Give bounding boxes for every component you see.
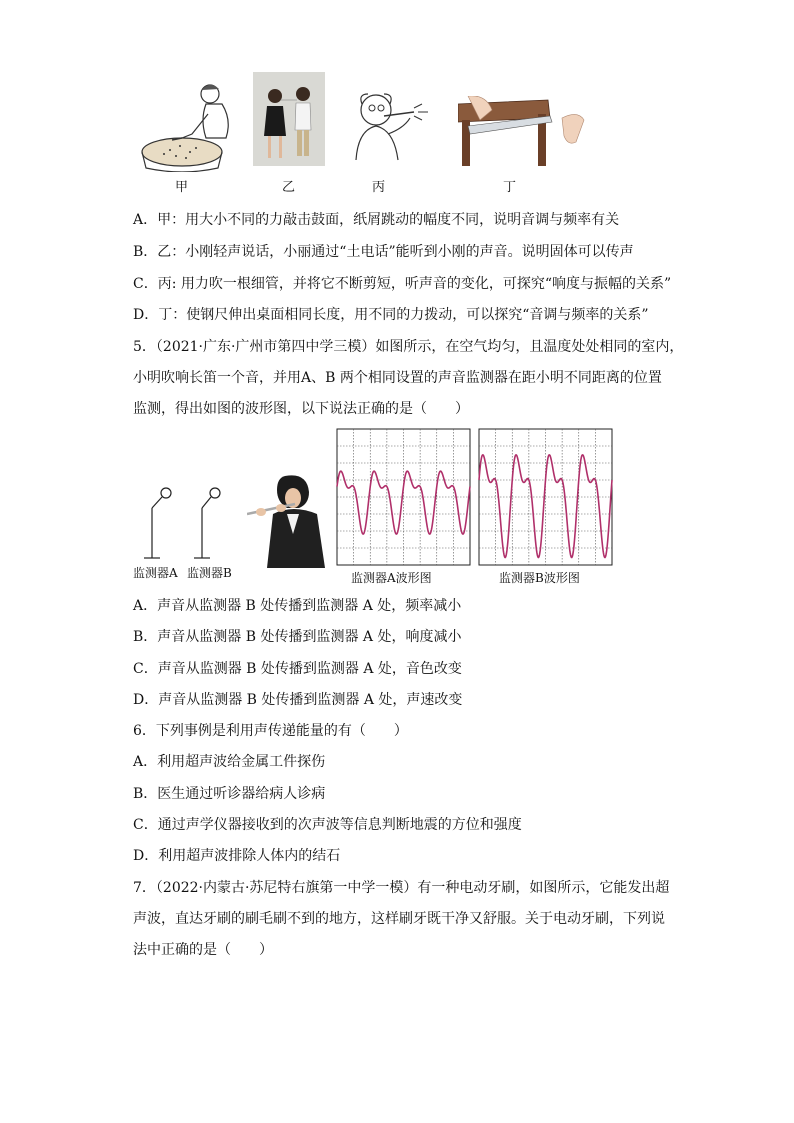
q5-option-a: A．声音从监测器 B 处传播到监测器 A 处，频率减小 <box>133 598 462 614</box>
caption-yi: 乙 <box>282 180 296 195</box>
caption-jia: 甲 <box>175 180 189 195</box>
waveform-b-caption: 监测器B波形图 <box>499 571 580 585</box>
q5-stem-line-2: 小明吹响长笛一个音，并用A、B 两个相同设置的声音监测器在距小明不同距离的位置 <box>133 370 662 386</box>
q5-option-d: D．声音从监测器 B 处传播到监测器 A 处，声速改变 <box>133 692 463 708</box>
caption-ding: 丁 <box>503 180 517 195</box>
caption-bing: 丙 <box>372 180 386 195</box>
monitor-a-label: 监测器A <box>133 566 178 580</box>
q5-stem-line-1: 5．（2021·广东·广州市第四中学三模）如图所示，在空气均匀，且温度处处相同的室内， <box>133 339 684 355</box>
monitor-stands <box>140 484 230 562</box>
q6-option-d: D．利用超声波排除人体内的结石 <box>133 848 341 864</box>
monitor-b-label: 监测器B <box>187 566 232 580</box>
q4-option-a: A．甲：用大小不同的力敲击鼓面，纸屑跳动的幅度不同，说明音调与频率有关 <box>133 212 620 228</box>
q6-option-a: A．利用超声波给金属工件探伤 <box>133 754 326 770</box>
q7-stem-line-1: 7．（2022·内蒙古·苏尼特右旗第一中学一模）有一种电动牙刷，如图所示，它能发出超 <box>133 880 670 896</box>
picture-row <box>130 68 600 178</box>
waveform-b-chart <box>478 428 613 566</box>
q6-option-c: C．通过声学仪器接收到的次声波等信息判断地震的方位和强度 <box>133 817 522 833</box>
q5-stem-line-3: 监测，得出如图的波形图，以下说法正确的是（ ） <box>133 401 469 417</box>
drum-picture <box>140 80 240 172</box>
q4-option-b: B．乙：小刚轻声说话，小丽通过“土电话”能听到小刚的声音。说明固体可以传声 <box>133 244 634 260</box>
blowing-tube-picture <box>348 88 432 162</box>
q6-option-b: B．医生通过听诊器给病人诊病 <box>133 786 326 802</box>
flute-player-picture <box>247 474 333 568</box>
q4-option-c: C．丙: 用力吹一根细管，并将它不断剪短，听声音的变化，可探究“响度与振幅的关系” <box>133 276 672 292</box>
waveform-a-caption: 监测器A波形图 <box>351 571 432 585</box>
q5-option-c: C．声音从监测器 B 处传播到监测器 A 处，音色改变 <box>133 661 462 677</box>
q6-stem: 6．下列事例是利用声传递能量的有（ ） <box>133 723 408 739</box>
q4-option-d: D．丁：使钢尺伸出桌面相同长度，用不同的力拨动，可以探究“音调与频率的关系” <box>133 307 649 323</box>
q5-option-b: B．声音从监测器 B 处传播到监测器 A 处，响度减小 <box>133 629 462 645</box>
waveform-a-chart <box>336 428 471 566</box>
string-phone-picture <box>253 72 325 166</box>
q7-stem-line-3: 法中正确的是（ ） <box>133 942 273 958</box>
q7-stem-line-2: 声波，直达牙刷的刷毛刷不到的地方，这样刷牙既干净又舒服。关于电动牙刷，下列说 <box>133 911 665 927</box>
ruler-table-picture <box>458 96 590 168</box>
